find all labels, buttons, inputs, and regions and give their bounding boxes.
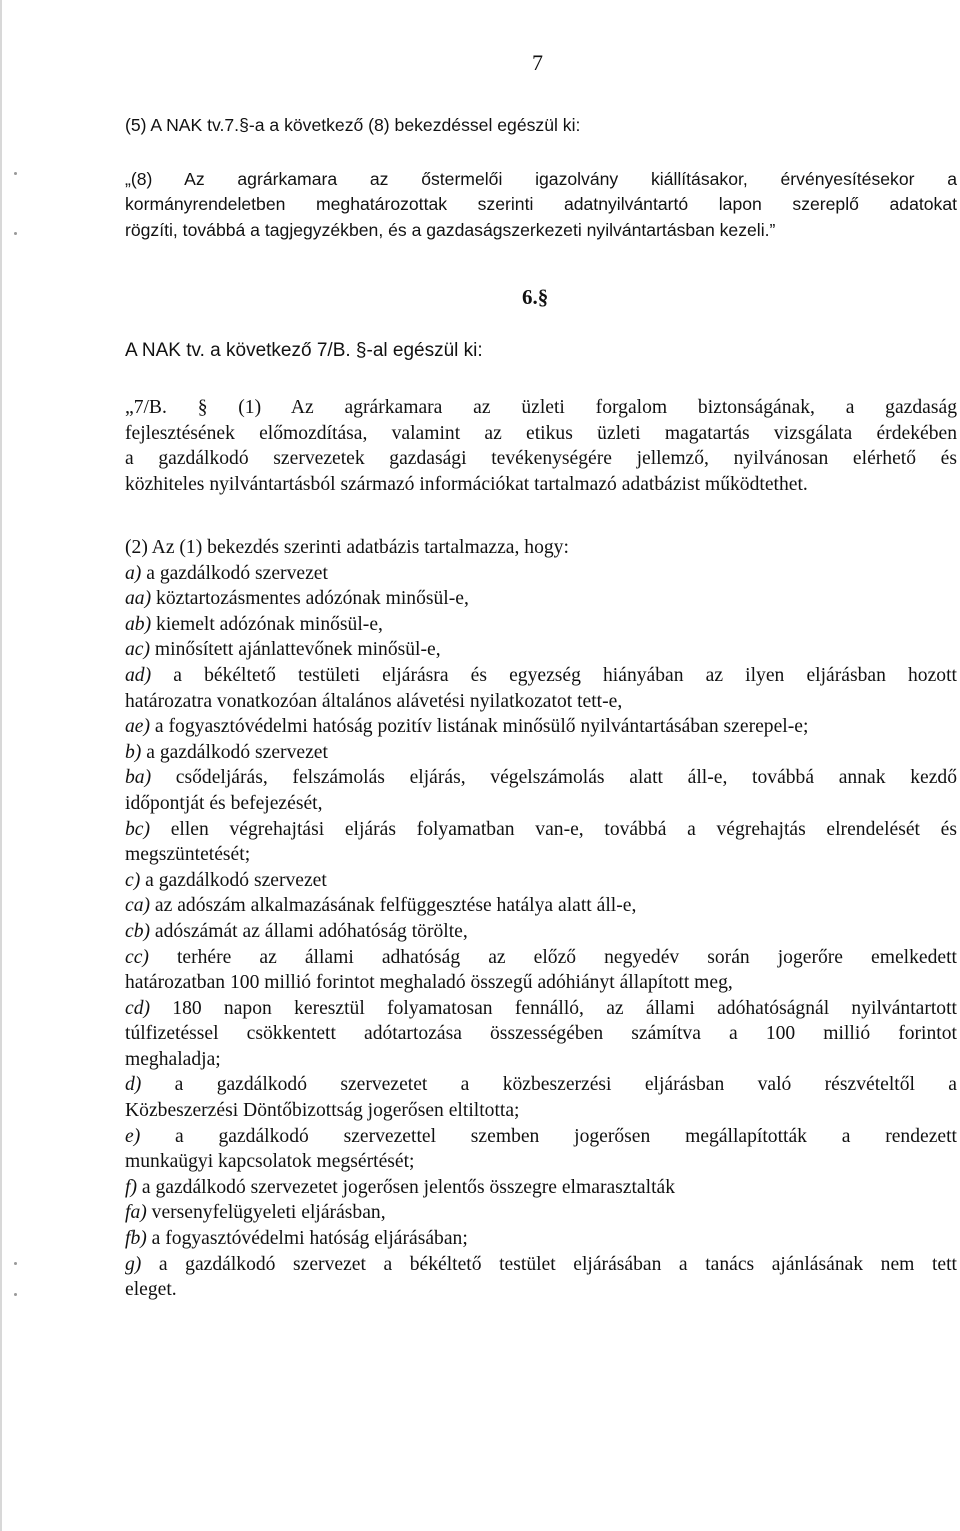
- item-text: munkaügyi kapcsolatok megsértését;: [125, 1151, 415, 1173]
- item-text: a gazdálkodó szervezet: [140, 869, 327, 891]
- item-text: a fogyasztóvédelmi hatóság pozitív listának minősülő nyilvántartásában szerepel-e;: [150, 716, 809, 738]
- item-label: cd): [125, 997, 151, 1019]
- list-item: [125, 1200, 957, 1226]
- item-text: versenyfelügyeleti eljárásban,: [146, 1202, 386, 1224]
- item-text: a gazdálkodó szervezetet a közbeszerzési eljárásban való részvételtől a: [141, 1074, 957, 1096]
- item-label: a): [125, 562, 142, 584]
- list-item: [125, 765, 957, 816]
- item-label: ba): [125, 767, 152, 789]
- item-label: cc): [125, 946, 149, 968]
- item-text: meghaladja;: [125, 1048, 221, 1070]
- quoted-paragraph: „(8) Az agrárkamara az őstermelői igazolvány kiállításakor, érvényesítésekor a kormányrendeletben meghatározottak szerinti adatnyilvántartó lapon szereplő adatokat rögzíti, továbbá a tagjegyzékben, és a gazdaságszerkezeti nyilvántartásban kezeli.”: [125, 168, 957, 240]
- item-text: időpontját és befejezését,: [125, 792, 323, 814]
- item-text: határozatra vonatkozóan általános alávetési nyilatkozatot tett-e,: [125, 690, 623, 712]
- list-item: [125, 612, 957, 638]
- item-label: cb): [125, 920, 151, 942]
- item-text: eleget.: [125, 1279, 177, 1301]
- scan-speck: [14, 172, 17, 175]
- paragraph-2-intro: (2) Az (1) bekezdés szerinti adatbázis tartalmazza, hogy:: [125, 537, 569, 558]
- list-item: [125, 1226, 957, 1252]
- item-text: határozatban 100 millió forintot meghaladó összegű adóhiányt állapított meg,: [125, 972, 733, 994]
- item-label: d): [125, 1074, 142, 1096]
- document-body: [125, 113, 957, 243]
- list-item: [125, 714, 957, 740]
- item-label: fb): [125, 1228, 147, 1250]
- item-label: aa): [125, 588, 152, 610]
- item-text: túlfizetéssel csökkentett adótartozása összességében számítva a 100 millió forintot: [125, 1023, 957, 1045]
- page-number: 7: [532, 50, 543, 75]
- item-label: c): [125, 869, 141, 891]
- paragraph-7b: „7/B. § (1) Az agrárkamara az üzleti forgalom biztonságának, a gazdaság fejlesztésének előmozdítása, valamint az etikus üzleti magatartás vizsgálata érdekében a gazdálkodó szervezetek gazdasági tevékenységére jellemző, nyilvánosan elérhető és közhiteles nyilvántartásból származó információkat tartalmazó adatbázist működtethet.: [125, 397, 957, 495]
- item-text: megszüntetését;: [125, 844, 251, 866]
- section-intro: A NAK tv. a következő 7/B. §-al egészül ki:: [125, 340, 483, 361]
- item-text: a békéltető testületi eljárásra és egyezség hiányában az ilyen eljárásban hozott: [151, 664, 957, 686]
- list-item: [125, 637, 957, 663]
- item-text: Közbeszerzési Döntőbizottság jogerősen eltiltotta;: [125, 1100, 520, 1122]
- item-text: csődeljárás, felszámolás eljárás, végelszámolás alatt áll-e, továbbá annak kezdő: [151, 767, 957, 789]
- paragraph-2: [125, 535, 957, 1303]
- item-text: a gazdálkodó szervezetet jogerősen jelentős összegre elmarasztalták: [136, 1176, 676, 1198]
- list-item: [125, 663, 957, 714]
- item-text: a gazdálkodó szervezettel szemben jogerősen megállapították a rendezett: [140, 1125, 957, 1147]
- item-label: f): [125, 1176, 137, 1198]
- list-item: [125, 1072, 957, 1123]
- list-item: [125, 996, 957, 1073]
- amendment-intro: (5) A NAK tv.7.§-a a következő (8) bekezdéssel egészül ki:: [125, 115, 581, 135]
- item-text: a gazdálkodó szervezet: [141, 741, 328, 763]
- page-edge-line: [0, 0, 2, 1531]
- list-item: [125, 586, 957, 612]
- item-list: [125, 561, 957, 1303]
- list-item: [125, 1124, 957, 1175]
- item-label: ac): [125, 639, 151, 661]
- item-text: 180 napon keresztül folyamatosan fennálló, az állami adóhatóságnál nyilvántartott: [150, 997, 957, 1019]
- scan-speck: [14, 1293, 17, 1296]
- item-text: a gazdálkodó szervezet a békéltető testület eljárásában a tanács ajánlásának nem tett: [141, 1253, 957, 1275]
- item-label: ab): [125, 613, 152, 635]
- item-label: ae): [125, 716, 151, 738]
- item-label: bc): [125, 818, 151, 840]
- list-item: [125, 893, 957, 919]
- list-item: [125, 740, 957, 766]
- item-label: g): [125, 1253, 142, 1275]
- section-heading: 6.§: [522, 285, 549, 309]
- list-item: [125, 868, 957, 894]
- item-text: a fogyasztóvédelmi hatóság eljárásában;: [146, 1228, 468, 1250]
- item-label: ca): [125, 895, 151, 917]
- item-text: kiemelt adózónak minősül-e,: [151, 613, 383, 635]
- item-text: az adószám alkalmazásának felfüggesztése hatálya alatt áll-e,: [150, 895, 637, 917]
- item-label: ad): [125, 664, 152, 686]
- list-item: [125, 1175, 957, 1201]
- item-text: adószámát az állami adóhatóság törölte,: [150, 920, 468, 942]
- item-text: a gazdálkodó szervezet: [141, 562, 328, 584]
- item-text: terhére az állami adhatóság az előző negyedév során jogerőre emelkedett: [148, 946, 957, 968]
- list-item: [125, 817, 957, 868]
- item-text: ellen végrehajtási eljárás folyamatban van-e, továbbá a végrehajtás elrendelését és: [150, 818, 957, 840]
- scan-speck: [14, 1262, 17, 1265]
- scan-speck: [14, 232, 17, 235]
- list-item: [125, 919, 957, 945]
- item-label: b): [125, 741, 142, 763]
- list-item: [125, 945, 957, 996]
- item-text: minősített ajánlattevőnek minősül-e,: [150, 639, 441, 661]
- item-text: köztartozásmentes adózónak minősül-e,: [151, 588, 469, 610]
- item-label: e): [125, 1125, 141, 1147]
- item-label: fa): [125, 1202, 147, 1224]
- list-item: [125, 1252, 957, 1303]
- list-item: [125, 561, 957, 587]
